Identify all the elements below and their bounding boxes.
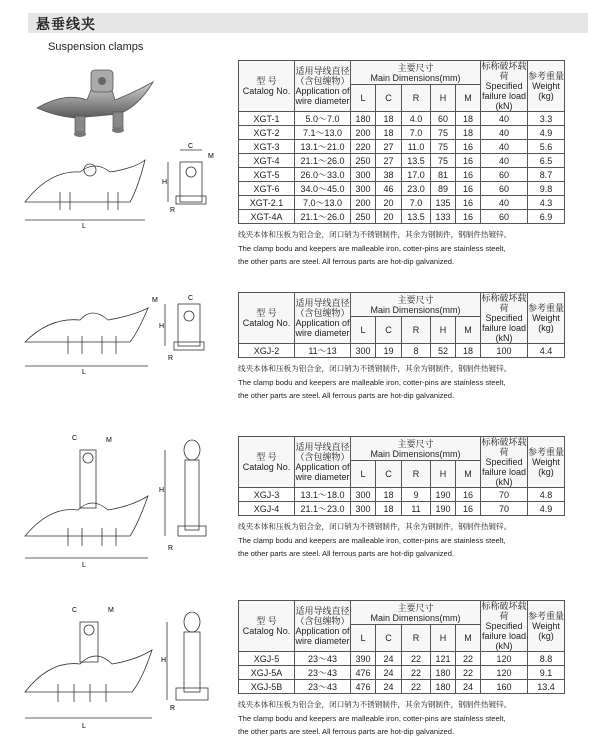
spec-table [238,292,565,358]
table-cell: 160 [481,680,528,694]
label-r: R [168,545,174,552]
table-cell: 19 [376,344,402,358]
table-cell: XGT-5 [239,168,295,182]
table-cell: 17.0 [402,168,431,182]
table-cell: 300 [351,488,376,502]
table-cell: 13.5 [402,154,431,168]
table-cell: 24 [376,652,402,666]
label-h: H [159,323,165,330]
table-cell: XGJ-5 [239,652,295,666]
note-line: 线夹本体和压板为铝合金，闭口销为不锈钢制件，其余为钢制件，钢制件热镀锌。 [238,700,512,709]
material-note [238,362,511,403]
header-load: 标称破坏载荷 Specified failure load (kN) [481,437,527,487]
table-cell: 135 [431,196,456,210]
table-cell: 9 [402,488,431,502]
table-cell: 180 [431,680,456,694]
table-cell: 24 [376,666,402,680]
table-cell: 18 [376,488,402,502]
table-row [239,652,565,666]
clamp-drawing-4 [20,600,220,745]
spec-table [238,600,565,694]
table-cell: 18 [456,344,481,358]
table-cell: 11～13 [295,344,351,358]
table-cell: 250 [351,210,376,224]
table-row [239,112,565,126]
table-cell: 8.7 [528,168,565,182]
table-cell: 23～43 [295,680,351,694]
table-cell: XGT-6 [239,182,295,196]
table-cell: 18 [456,126,481,140]
label-r: R [168,355,174,362]
table-cell: 89 [431,182,456,196]
table-cell: 40 [481,196,528,210]
note-line: 线夹本体和压板为铝合金，闭口销为不锈钢制件，其余为钢制件，钢制件热镀锌。 [238,522,512,531]
table-cell: 75 [431,154,456,168]
header-application: 适用导线直径 （含包缠物） Application of wire diameter [295,601,351,652]
table-cell: 5.0～7.0 [295,112,351,126]
table-cell: 18 [376,502,402,516]
table-cell: XGJ-5A [239,666,295,680]
table-cell: 20 [376,210,402,224]
table-cell: 7.0 [402,126,431,140]
header-application: 适用导线直径 （含包缠物） Application of wire diameter [295,61,351,112]
header-dim-r: R [402,461,431,488]
header-dim-c: C [376,317,402,344]
table-cell: 40 [481,126,528,140]
table-row [239,210,565,224]
note-line: the other parts are steel. All ferrous parts are hot-dip galvanized. [238,257,455,267]
header-bar [28,13,588,33]
table-cell: 8.8 [528,652,565,666]
header-dimensions: 主要尺寸 Main Dimensions(mm) [351,61,481,85]
table-row [239,140,565,154]
header-dim-h: H [431,625,456,652]
table-cell: 9.8 [528,182,565,196]
table-cell: 300 [351,344,376,358]
note-line: The clamp bodu and keepers are malleable iron, cotter-pins are stainless steelt, [238,713,506,723]
table-cell: 13.1～21.0 [295,140,351,154]
table-cell: 70 [481,502,528,516]
table-cell: 81 [431,168,456,182]
table-cell: 20 [376,196,402,210]
table-row [239,488,565,502]
table-cell: 220 [351,140,376,154]
table-cell: 121 [431,652,456,666]
table-cell: 16 [456,196,481,210]
clamp-drawing-1 [20,140,220,230]
table-cell: XGT-4A [239,210,295,224]
table-row [239,344,565,358]
table-cell: 27 [376,154,402,168]
label-c: C [188,295,194,302]
header-dim-h: H [431,461,456,488]
table-cell: 38 [376,168,402,182]
spec-table [238,60,565,224]
label-l: L [82,723,86,730]
header-weight: 参考重量 Weight (kg) [528,61,565,112]
table-cell: XGJ-3 [239,488,295,502]
header-weight: 参考重量 Weight (kg) [528,601,565,652]
table-cell: 4.0 [402,112,431,126]
table-cell: XGT-2 [239,126,295,140]
table-cell: 120 [481,666,528,680]
table-cell: 27 [376,140,402,154]
label-m: M [152,297,158,304]
table-cell: 46 [376,182,402,196]
header-catalog: 型 号 Catalog No. [239,293,295,344]
table-cell: 16 [456,140,481,154]
header-catalog: 型 号 Catalog No. [239,601,295,652]
table-cell: 8 [402,344,431,358]
table-row [239,182,565,196]
label-l: L [82,562,86,569]
table-cell: 22 [402,680,431,694]
table-cell: XGT-3 [239,140,295,154]
label-h: H [161,657,167,664]
table-cell: 23～43 [295,666,351,680]
table-cell: 11 [402,502,431,516]
header-dim-m: M [456,461,481,488]
header-dim-r: R [402,85,431,112]
table-cell: 4.9 [528,502,565,516]
page-title-en: Suspension clamps [48,41,144,53]
table-cell: 300 [351,502,376,516]
table-cell: 60 [481,182,528,196]
header-dimensions: 主要尺寸 Main Dimensions(mm) [351,437,481,461]
table-cell: 4.8 [528,488,565,502]
table-cell: 390 [351,652,376,666]
table-cell: 180 [431,666,456,680]
table-cell: 100 [481,344,528,358]
header-dim-c: C [376,625,402,652]
clamp-photo [35,62,155,142]
header-load: 标称破坏载荷 Specified failure load (kN) [481,293,527,343]
table-cell: 13.1～18.0 [295,488,351,502]
table-row [239,502,565,516]
table-cell: 22 [402,652,431,666]
table-row [239,154,565,168]
table-cell: 200 [351,126,376,140]
table-cell: 7.0 [402,196,431,210]
header-catalog: 型 号 Catalog No. [239,437,295,488]
material-note [238,698,511,739]
label-m: M [108,607,114,614]
table-cell: XGJ-4 [239,502,295,516]
note-line: The clamp bodu and keepers are malleable iron, cotter-pins are stainless steelt, [238,243,506,253]
label-c: C [72,607,78,614]
table-cell: 180 [351,112,376,126]
table-cell: XGT-4 [239,154,295,168]
table-row [239,196,565,210]
spec-table [238,436,565,516]
table-row [239,168,565,182]
table-cell: 16 [456,182,481,196]
table-cell: 200 [351,196,376,210]
table-cell: XGJ-2 [239,344,295,358]
table-cell: 40 [481,154,528,168]
note-line: the other parts are steel. All ferrous parts are hot-dip galvanized. [238,727,455,737]
label-h: H [159,487,165,494]
table-cell: 21.1～26.0 [295,210,351,224]
table-cell: 16 [456,210,481,224]
header-dimensions: 主要尺寸 Main Dimensions(mm) [351,293,481,317]
table-cell: 52 [431,344,456,358]
table-cell: 11.0 [402,140,431,154]
header-application: 适用导线直径 （含包缠物） Application of wire diameter [295,437,351,488]
table-cell: 16 [456,154,481,168]
header-application: 适用导线直径 （含包缠物） Application of wire diameter [295,293,351,344]
label-r: R [170,705,176,712]
table-cell: 7.0～13.0 [295,196,351,210]
table-cell: 16 [456,168,481,182]
label-l: L [82,369,86,376]
table-cell: 18 [376,112,402,126]
label-c: C [188,143,194,150]
note-line: the other parts are steel. All ferrous parts are hot-dip galvanized. [238,549,455,559]
header-catalog: 型 号 Catalog No. [239,61,295,112]
table-row [239,666,565,680]
table-row [239,126,565,140]
table-cell: XGT-1 [239,112,295,126]
header-dim-l: L [351,85,376,112]
table-cell: 4.4 [528,344,565,358]
header-weight: 参考重量 Weight (kg) [528,293,565,344]
header-load: 标称破坏载荷 Specified failure load (kN) [481,601,527,651]
table-cell: 4.9 [528,126,565,140]
table-cell: 22 [456,652,481,666]
table-cell: 26.0～33.0 [295,168,351,182]
header-dim-l: L [351,317,376,344]
table-cell: 13.5 [402,210,431,224]
header-dim-h: H [431,85,456,112]
header-dim-m: M [456,85,481,112]
header-weight: 参考重量 Weight (kg) [528,437,565,488]
table-cell: 18 [456,112,481,126]
page-title-cn: 悬垂线夹 [36,16,96,32]
table-cell: 13.4 [528,680,565,694]
table-cell: 75 [431,126,456,140]
table-cell: 133 [431,210,456,224]
table-cell: 18 [376,126,402,140]
header-dim-r: R [402,625,431,652]
header-dim-l: L [351,461,376,488]
table-cell: 300 [351,182,376,196]
table-cell: 6.5 [528,154,565,168]
label-l: L [82,223,86,230]
table-cell: 24 [456,680,481,694]
note-line: The clamp bodu and keepers are malleable iron, cotter-pins are stainless steelt, [238,535,506,545]
table-cell: 60 [481,210,528,224]
table-cell: 190 [431,502,456,516]
table-cell: 75 [431,140,456,154]
table-cell: 476 [351,666,376,680]
table-cell: 23～43 [295,652,351,666]
table-cell: 60 [481,168,528,182]
material-note [238,228,511,269]
table-cell: 16 [456,488,481,502]
table-cell: 476 [351,680,376,694]
header-dim-c: C [376,461,402,488]
label-h: H [162,179,168,186]
table-cell: 70 [481,488,528,502]
table-cell: 16 [456,502,481,516]
table-cell: 23.0 [402,182,431,196]
table-cell: 120 [481,652,528,666]
table-cell: 9.1 [528,666,565,680]
note-line: 线夹本体和压板为铝合金，闭口销为不锈钢制件，其余为钢制件，钢制件热镀锌。 [238,230,512,239]
header-dim-m: M [456,625,481,652]
table-cell: 40 [481,112,528,126]
table-cell: 60 [431,112,456,126]
note-line: The clamp bodu and keepers are malleable iron, cotter-pins are stainless steelt, [238,377,506,387]
table-cell: 7.1～13.0 [295,126,351,140]
clamp-drawing-3 [20,430,220,575]
note-line: the other parts are steel. All ferrous parts are hot-dip galvanized. [238,391,455,401]
label-m: M [208,153,214,160]
table-cell: 4.3 [528,196,565,210]
material-note [238,520,511,561]
table-cell: 34.0～45.0 [295,182,351,196]
table-row [239,680,565,694]
table-cell: 24 [376,680,402,694]
header-dim-l: L [351,625,376,652]
table-cell: 190 [431,488,456,502]
label-c: C [72,435,78,442]
header-dim-m: M [456,317,481,344]
table-cell: 6.9 [528,210,565,224]
table-cell: 22 [402,666,431,680]
table-cell: 21.1～26.0 [295,154,351,168]
table-cell: 21.1～23.0 [295,502,351,516]
label-r: R [170,207,176,214]
note-line: 线夹本体和压板为铝合金，闭口销为不锈钢制件，其余为钢制件，钢制件热镀锌。 [238,364,512,373]
header-load: 标称破坏载荷 Specified failure load (kN) [481,61,527,111]
label-m: M [106,437,112,444]
header-dim-h: H [431,317,456,344]
table-cell: 250 [351,154,376,168]
clamp-drawing-2 [20,292,220,377]
table-cell: 3.3 [528,112,565,126]
table-cell: 40 [481,140,528,154]
table-cell: XGT-2.1 [239,196,295,210]
header-dim-r: R [402,317,431,344]
header-dimensions: 主要尺寸 Main Dimensions(mm) [351,601,481,625]
table-cell: XGJ-5B [239,680,295,694]
header-dim-c: C [376,85,402,112]
table-cell: 5.6 [528,140,565,154]
table-cell: 300 [351,168,376,182]
table-cell: 22 [456,666,481,680]
